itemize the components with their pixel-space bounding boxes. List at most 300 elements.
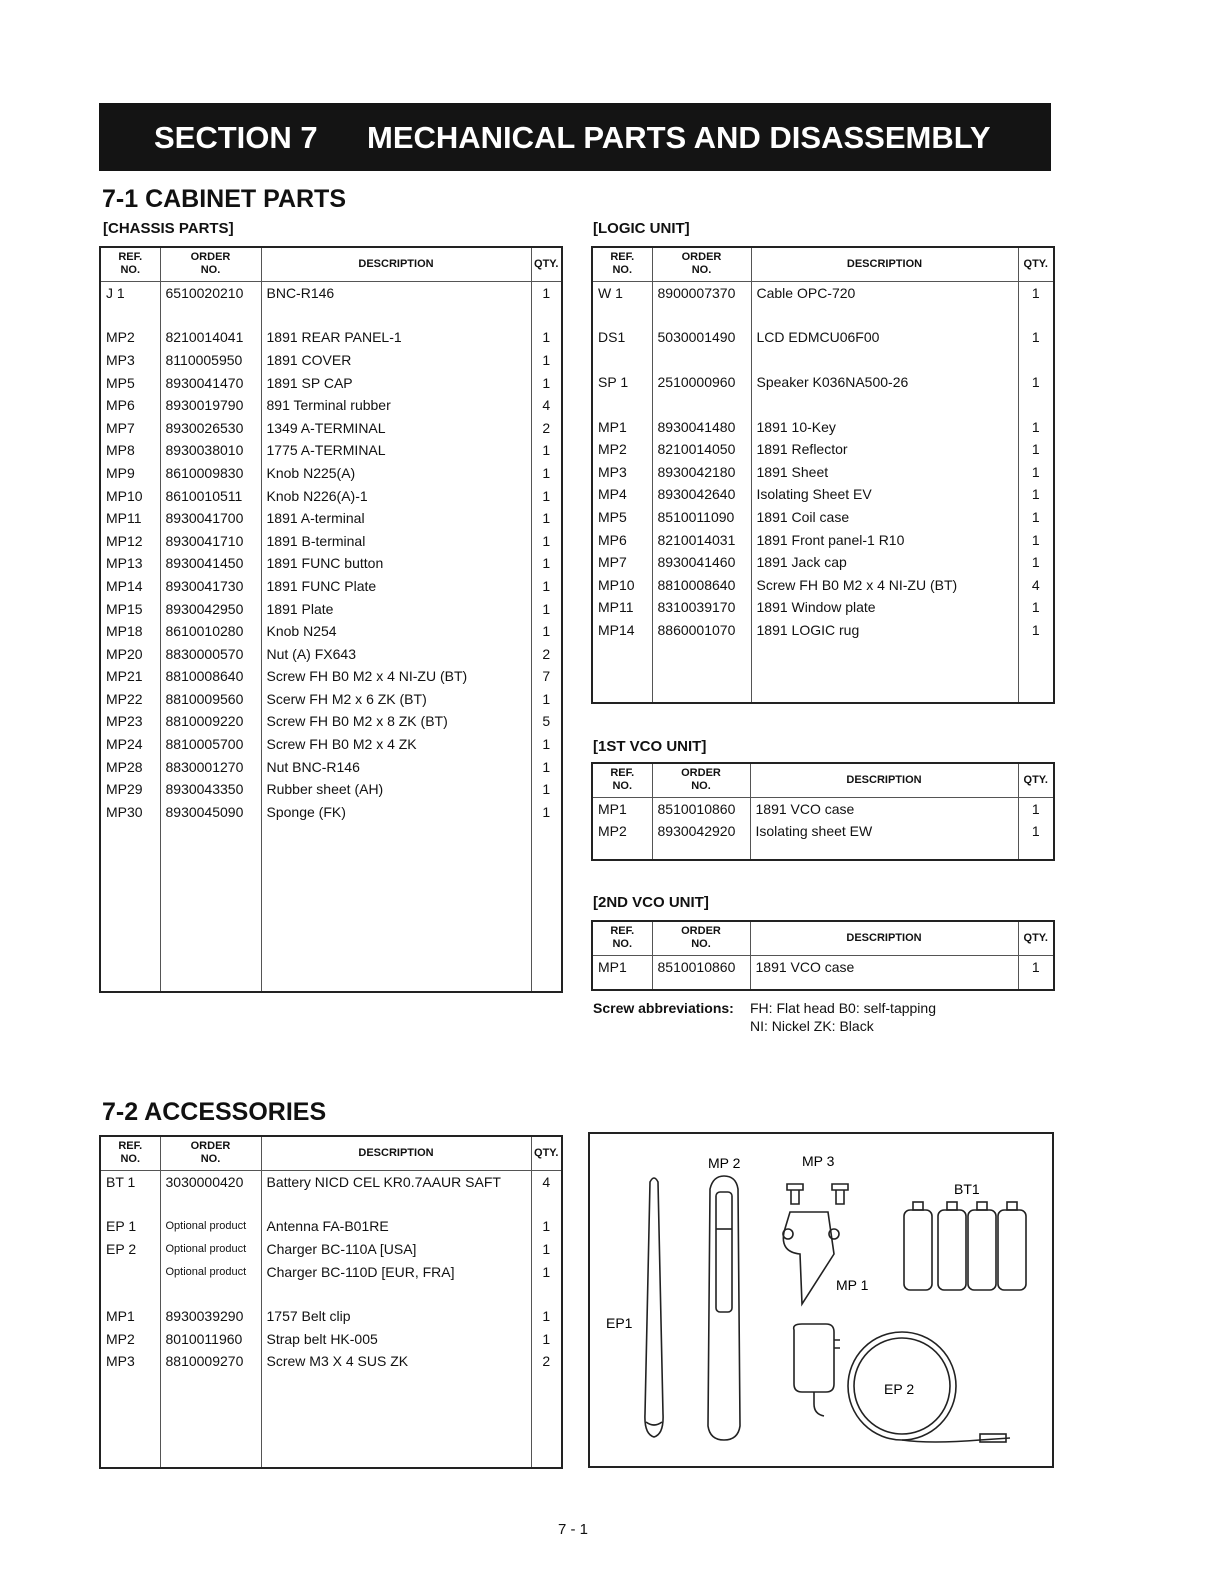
cell-desc: Nut BNC-R146 [261,755,531,778]
column-header-ref-line: NO. [612,938,633,951]
cell-order: 8930042180 [652,460,751,483]
cell-qty: 1 [1031,800,1040,817]
fig-label-mp2: MP 2 [708,1155,741,1171]
cell-order: 8930041470 [160,371,261,394]
cell-qty: 1 [542,1218,551,1235]
cell-qty: 1 [542,736,551,753]
cell-desc: Screw FH B0 M2 x 4 ZK [261,733,531,756]
cell-qty: 1 [542,690,551,707]
cell-order: 5030001490 [652,326,751,349]
cell-order: Optional product [160,1238,261,1261]
cell-desc: Knob N226(A)-1 [261,484,531,507]
cell-ref: MP2 [100,326,160,349]
cell-qty: 1 [542,284,551,301]
table-row [592,528,1054,551]
cell-ref: MP6 [100,394,160,417]
column-header-order-line: NO. [200,264,221,277]
cell-qty: 4 [542,397,551,414]
column-header-order [652,247,751,281]
spacer-row [592,349,1054,371]
cell-order: 8930026530 [160,416,261,439]
cell-ref: MP28 [100,755,160,778]
cell-desc: 1891 Sheet [751,460,1018,483]
cell-ref: BT 1 [100,1170,160,1193]
cell-qty: 4 [1031,576,1040,593]
cell-ref: MP6 [592,528,652,551]
table-row [592,460,1054,483]
cell-desc: 1891 10-Key [751,415,1018,438]
table-row [100,688,562,711]
cell-order: 8830001270 [160,755,261,778]
page-number: 7 - 1 [558,1521,589,1538]
cell-qty: 2 [542,419,551,436]
cell-desc: 891 Terminal rubber [261,394,531,417]
cell-desc: 1891 B-terminal [261,529,531,552]
vco2-unit-table [591,920,1055,991]
cell-order: 8810008640 [652,573,751,596]
cell-desc: Rubber sheet (AH) [261,778,531,801]
vco1-title: [1ST VCO UNIT] [593,738,707,755]
cell-order: 8510010860 [652,955,750,978]
table-row [100,1305,562,1328]
cell-qty: 1 [1031,508,1040,525]
table-row [592,820,1054,843]
table-row [100,1350,562,1373]
cell-ref: MP1 [592,415,652,438]
cell-desc: Cable OPC-720 [751,281,1018,304]
column-header-ref [100,247,160,281]
column-header-order-line: ORDER [681,767,721,780]
cell-desc: 1891 Plate [261,597,531,620]
cell-desc: Battery NICD CEL KR0.7AAUR SAFT [261,1170,531,1193]
column-header-desc: DESCRIPTION [261,247,531,281]
column-header-order-line: NO. [200,1153,221,1166]
column-header-ref-line: REF. [118,1140,143,1153]
column-header-qty: QTY. [531,247,562,281]
column-header-order [160,247,261,281]
table-row [592,483,1054,506]
column-header-ref-line: NO. [612,780,633,793]
cell-desc: 1891 Coil case [751,506,1018,529]
cell-qty: 1 [542,555,551,572]
cell-desc: 1891 Reflector [751,438,1018,461]
table-row [100,801,562,824]
cell-ref: MP30 [100,801,160,824]
logic-title: [LOGIC UNIT] [593,220,690,237]
cell-order: 3030000420 [160,1170,261,1193]
cell-ref: MP9 [100,462,160,485]
cell-ref: MP4 [592,483,652,506]
cell-desc: Scerw FH M2 x 6 ZK (BT) [261,688,531,711]
cell-desc: Strap belt HK-005 [261,1327,531,1350]
cell-desc: Charger BC-110A [USA] [261,1238,531,1261]
column-header-ref-line: NO. [612,264,633,277]
cell-ref: MP20 [100,642,160,665]
table-row [100,1215,562,1238]
column-header-ref [592,921,652,955]
spacer-row [100,304,562,326]
chassis-parts-table [99,246,563,993]
column-header-desc: DESCRIPTION [261,1136,531,1170]
cell-qty: 1 [1031,418,1040,435]
table-row [100,281,562,304]
cell-order: 8930042640 [652,483,751,506]
fig-label-mp3: MP 3 [802,1153,835,1169]
cell-ref: MP2 [592,820,652,843]
table-row [592,415,1054,438]
cell-qty: 1 [542,803,551,820]
cell-desc: 1891 FUNC button [261,552,531,575]
spacer-row [592,393,1054,415]
cell-order: 8860001070 [652,619,751,642]
cell-order: 8930041460 [652,551,751,574]
table-row [592,281,1054,304]
table-row [100,620,562,643]
cell-qty: 1 [542,600,551,617]
spacer-row [592,304,1054,326]
cell-order: 8510010860 [652,797,750,820]
column-header-qty: QTY. [1018,921,1054,955]
cell-ref: MP1 [592,955,652,978]
table-row [100,642,562,665]
cell-ref: MP8 [100,439,160,462]
cell-order: Optional product [160,1260,261,1283]
cell-order: 8210014050 [652,438,751,461]
column-header-ref-line: REF. [118,251,143,264]
cell-desc: Screw FH B0 M2 x 8 ZK (BT) [261,710,531,733]
table-row [100,1260,562,1283]
cell-order: 8900007370 [652,281,751,304]
table-row [100,1327,562,1350]
cell-order: 8930038010 [160,439,261,462]
cell-order: 8610010511 [160,484,261,507]
table-row [100,462,562,485]
battery-drawing [904,1202,1026,1290]
cell-qty: 1 [1031,329,1040,346]
vco1-unit-table [591,762,1055,861]
cell-qty: 1 [542,623,551,640]
cell-order: 6510020210 [160,281,261,304]
cell-desc: Isolating sheet EW [750,820,1018,843]
column-header-qty: QTY. [531,1136,562,1170]
cell-order: 8810009560 [160,688,261,711]
table-row [100,733,562,756]
cell-ref: MP3 [592,460,652,483]
cell-order: 8110005950 [160,349,261,372]
cell-desc: 1891 Jack cap [751,551,1018,574]
column-header-ref-line: REF. [610,251,635,264]
cell-order: 8930042920 [652,820,750,843]
cell-order: 8930041480 [652,415,751,438]
cell-qty: 1 [1031,554,1040,571]
cell-qty: 1 [1031,958,1040,975]
column-header-ref-line: REF. [610,767,635,780]
cell-qty: 1 [542,1263,551,1280]
cell-qty: 1 [1031,486,1040,503]
cell-qty: 1 [1031,463,1040,480]
cell-ref: MP24 [100,733,160,756]
column-header-order-line: ORDER [681,251,722,264]
cell-qty: 1 [542,487,551,504]
cell-order: 2510000960 [652,371,751,394]
cell-qty: 7 [542,668,551,685]
fig-label-mp1: MP 1 [836,1277,869,1293]
section-header-bar [99,103,1051,171]
cell-order: 8610009830 [160,462,261,485]
cell-order: 8810009270 [160,1350,261,1373]
cell-desc: BNC-R146 [261,281,531,304]
cell-ref: MP5 [592,506,652,529]
screw-note-line1: FH: Flat head B0: self-tapping [750,1000,936,1016]
cell-desc: Knob N254 [261,620,531,643]
cell-ref: MP15 [100,597,160,620]
column-header-ref [592,247,652,281]
column-header-order-line: NO. [691,264,712,277]
cell-ref: MP7 [592,551,652,574]
cell-ref: DS1 [592,326,652,349]
column-header-desc: DESCRIPTION [750,921,1018,955]
cell-desc: Knob N225(A) [261,462,531,485]
cell-desc: Sponge (FK) [261,801,531,824]
cell-ref: MP10 [100,484,160,507]
cell-order: 8610010280 [160,620,261,643]
cell-order: 8930041730 [160,575,261,598]
cell-ref: MP12 [100,529,160,552]
logic-unit-table [591,246,1055,704]
cell-order: 8210014041 [160,326,261,349]
spacer-row [100,1283,562,1305]
cell-qty: 1 [1031,373,1040,390]
spacer-row [100,1193,562,1215]
column-header-qty: QTY. [1018,763,1054,797]
cell-order: 8930041450 [160,552,261,575]
cell-desc: Isolating Sheet EV [751,483,1018,506]
cell-qty: 1 [542,781,551,798]
cell-qty: 1 [1031,441,1040,458]
table-row [100,597,562,620]
belt-clip-drawing [783,1212,834,1304]
cell-ref [100,1260,160,1283]
column-header-ref [592,763,652,797]
cell-desc: Screw FH B0 M2 x 4 NI-ZU (BT) [261,665,531,688]
cell-desc: 1891 REAR PANEL-1 [261,326,531,349]
section-title: MECHANICAL PARTS AND DISASSEMBLY [367,120,991,155]
cell-ref: SP 1 [592,371,652,394]
column-header-order [160,1136,261,1170]
cell-qty: 1 [542,532,551,549]
cell-desc: 1891 FUNC Plate [261,575,531,598]
cell-order: 8310039170 [652,596,751,619]
table-row [592,438,1054,461]
column-header-order-line: NO. [691,780,711,793]
table-row [592,326,1054,349]
accessories-table [99,1135,563,1469]
fig-label-ep1: EP1 [606,1315,633,1331]
cell-desc: 1891 Front panel-1 R10 [751,528,1018,551]
cell-order: 8930042950 [160,597,261,620]
cell-qty: 2 [542,645,551,662]
cell-desc: Charger BC-110D [EUR, FRA] [261,1260,531,1283]
cell-qty: 1 [542,351,551,368]
cell-qty: 2 [542,1353,551,1370]
table-row [100,529,562,552]
table-row [592,371,1054,394]
cell-qty: 1 [1031,531,1040,548]
cell-order: 8930039290 [160,1305,261,1328]
column-header-ref [100,1136,160,1170]
cell-order: 8810008640 [160,665,261,688]
antenna-drawing [645,1178,663,1437]
cell-qty: 1 [542,1240,551,1257]
cell-qty: 1 [542,758,551,775]
cell-qty: 1 [542,577,551,594]
cell-order: 8930041700 [160,507,261,530]
column-header-order [652,921,750,955]
table-row [592,573,1054,596]
cell-desc: 1891 VCO case [750,955,1018,978]
cell-qty: 5 [542,713,551,730]
cell-desc: Speaker K036NA500-26 [751,371,1018,394]
cabinet-heading: 7-1 CABINET PARTS [102,185,347,213]
table-row [100,778,562,801]
table-row [100,349,562,372]
cell-ref: MP7 [100,416,160,439]
cell-ref: EP 2 [100,1238,160,1261]
cell-ref: MP18 [100,620,160,643]
cell-order: 8930019790 [160,394,261,417]
cell-ref: MP11 [100,507,160,530]
cell-ref: MP3 [100,349,160,372]
strap-drawing [708,1176,740,1440]
table-row [100,394,562,417]
table-row [100,552,562,575]
screw-drawing [787,1184,848,1204]
table-row [100,507,562,530]
cell-desc: Screw M3 X 4 SUS ZK [261,1350,531,1373]
table-row [100,1170,562,1193]
column-header-qty: QTY. [1018,247,1054,281]
cell-ref: MP1 [592,797,652,820]
column-header-order-line: NO. [691,938,711,951]
cell-qty: 1 [1031,823,1040,840]
cell-desc: 1891 A-terminal [261,507,531,530]
cell-ref: MP3 [100,1350,160,1373]
column-header-order-line: ORDER [681,925,721,938]
table-row [100,575,562,598]
table-row [100,371,562,394]
table-row [100,439,562,462]
cell-ref: MP10 [592,573,652,596]
cell-ref: MP11 [592,596,652,619]
cell-order: 8830000570 [160,642,261,665]
cell-desc: 1891 COVER [261,349,531,372]
cell-desc: 1775 A-TERMINAL [261,439,531,462]
vco2-title: [2ND VCO UNIT] [593,894,709,911]
fig-label-bt1: BT1 [954,1181,980,1197]
screw-note-line2: NI: Nickel ZK: Black [750,1018,874,1034]
cell-qty: 1 [1031,621,1040,638]
cell-desc: 1891 VCO case [750,797,1018,820]
cell-order: 8930041710 [160,529,261,552]
cell-order: 8930043350 [160,778,261,801]
cell-qty: 1 [542,1308,551,1325]
table-row [100,665,562,688]
table-row [100,484,562,507]
cell-ref: MP5 [100,371,160,394]
cell-qty: 1 [542,510,551,527]
cell-ref: MP14 [100,575,160,598]
cell-desc: 1757 Belt clip [261,1305,531,1328]
cell-qty: 1 [542,374,551,391]
table-row [100,755,562,778]
accessories-drawing [590,1134,1052,1466]
accessories-heading: 7-2 ACCESSORIES [102,1098,327,1126]
cell-order: 8810005700 [160,733,261,756]
table-row [592,551,1054,574]
column-header-ref-line: REF. [610,925,635,938]
cell-ref: MP23 [100,710,160,733]
cell-desc: Antenna FA-B01RE [261,1215,531,1238]
cell-desc: Nut (A) FX643 [261,642,531,665]
cell-qty: 1 [1031,284,1040,301]
fig-label-ep2: EP 2 [884,1381,915,1397]
cell-desc: 1891 LOGIC rug [751,619,1018,642]
cell-ref: MP2 [592,438,652,461]
cell-qty: 1 [1031,599,1040,616]
cell-ref: MP14 [592,619,652,642]
screw-note-label: Screw abbreviations: [593,1000,734,1016]
table-row [100,710,562,733]
cell-ref: EP 1 [100,1215,160,1238]
table-row [592,506,1054,529]
cell-desc: 1891 SP CAP [261,371,531,394]
cell-qty: 4 [542,1173,551,1190]
accessories-illustration [588,1132,1054,1468]
cell-qty: 1 [542,464,551,481]
cell-ref: W 1 [592,281,652,304]
cell-desc: LCD EDMCU06F00 [751,326,1018,349]
cell-qty: 1 [542,329,551,346]
cell-desc: 1349 A-TERMINAL [261,416,531,439]
column-header-order [652,763,750,797]
table-row [592,955,1054,978]
cell-ref: MP29 [100,778,160,801]
table-row [100,416,562,439]
column-header-order-line: ORDER [190,1140,231,1153]
column-header-desc: DESCRIPTION [751,247,1018,281]
cell-order: 8810009220 [160,710,261,733]
column-header-order-line: ORDER [190,251,231,264]
cell-qty: 1 [542,442,551,459]
cell-ref: MP13 [100,552,160,575]
table-row [592,619,1054,642]
cell-order: 8510011090 [652,506,751,529]
chassis-title: [CHASSIS PARTS] [103,220,234,237]
cell-ref: MP22 [100,688,160,711]
cell-order: 8010011960 [160,1327,261,1350]
cell-order: 8930045090 [160,801,261,824]
cell-desc: Screw FH B0 M2 x 4 NI-ZU (BT) [751,573,1018,596]
cell-ref: MP2 [100,1327,160,1350]
column-header-ref-line: NO. [120,264,141,277]
cell-qty: 1 [542,1330,551,1347]
table-row [592,797,1054,820]
column-header-desc: DESCRIPTION [750,763,1018,797]
cell-ref: J 1 [100,281,160,304]
cell-order: Optional product [160,1215,261,1238]
table-row [100,326,562,349]
cell-order: 8210014031 [652,528,751,551]
